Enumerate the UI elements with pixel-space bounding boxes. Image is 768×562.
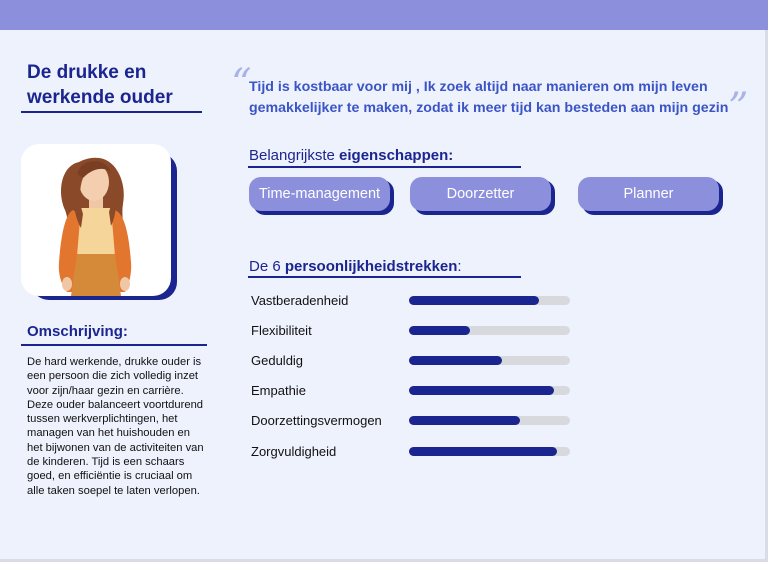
description-text: De hard werkende, drukke ouder is een persoon die zich volledig inzet voor zijn/haar gezin en carrière. Deze ouder balanceert voortdurend tussen werkverplichtingen, het managen van het huishouden en het bijwonen van de activiteiten van de kinderen. Tijd is een schaars goed, en efficiëntie is cruciaal om alle taken soepel te laten verlopen. [27,356,204,497]
trait-bar-fill [409,416,520,425]
trait-bar [409,296,570,305]
trait-label: Geduldig [251,353,304,368]
top-banner [0,0,768,30]
personality-heading-suffix: : [457,258,462,275]
quote-close-icon: ” [728,85,749,131]
trait-bar [409,326,570,335]
trait-bar-fill [409,326,470,335]
trait-bar-fill [409,447,557,456]
trait-bar-fill [409,296,539,305]
key-trait-pill: Doorzetter [410,177,551,211]
key-traits-underline [248,166,521,168]
woman-illustration-icon [21,144,171,296]
personality-heading-bold: persoonlijkheidstrekken [284,258,458,275]
trait-label: Zorgvuldigheid [251,444,337,459]
trait-bar [409,386,570,395]
trait-bar [409,356,570,365]
trait-bar [409,447,570,456]
key-trait-pill: Planner [578,177,719,211]
persona-illustration [21,144,171,296]
key-traits-heading-bold: eigenschappen: [339,147,454,164]
key-traits-heading-plain: Belangrijkste [249,147,340,164]
trait-label: Doorzettingsvermogen [251,413,382,428]
trait-label: Flexibiliteit [251,323,312,338]
key-trait-pill: Time-management [249,177,390,211]
trait-label: Empathie [251,383,306,398]
title-underline [21,111,202,113]
personality-heading [249,258,462,275]
trait-label: Vastberadenheid [251,293,349,308]
description-underline [21,344,207,346]
trait-bar-fill [409,356,502,365]
description-heading: Omschrijving: [27,323,128,340]
personality-heading-plain: De 6 [249,258,285,275]
personality-underline [248,276,521,278]
persona-quote: Tijd is kostbaar voor mij , Ik zoek altijd naar manieren om mijn leven gemakkelijker te maken, zodat ik meer tijd kan besteden aan mijn gezin [249,79,729,116]
trait-bar-fill [409,386,554,395]
quote-open-icon: “ [231,61,252,107]
persona-title: De drukke en werkende ouder [27,62,173,108]
key-traits-heading [249,147,453,164]
trait-bar [409,416,570,425]
